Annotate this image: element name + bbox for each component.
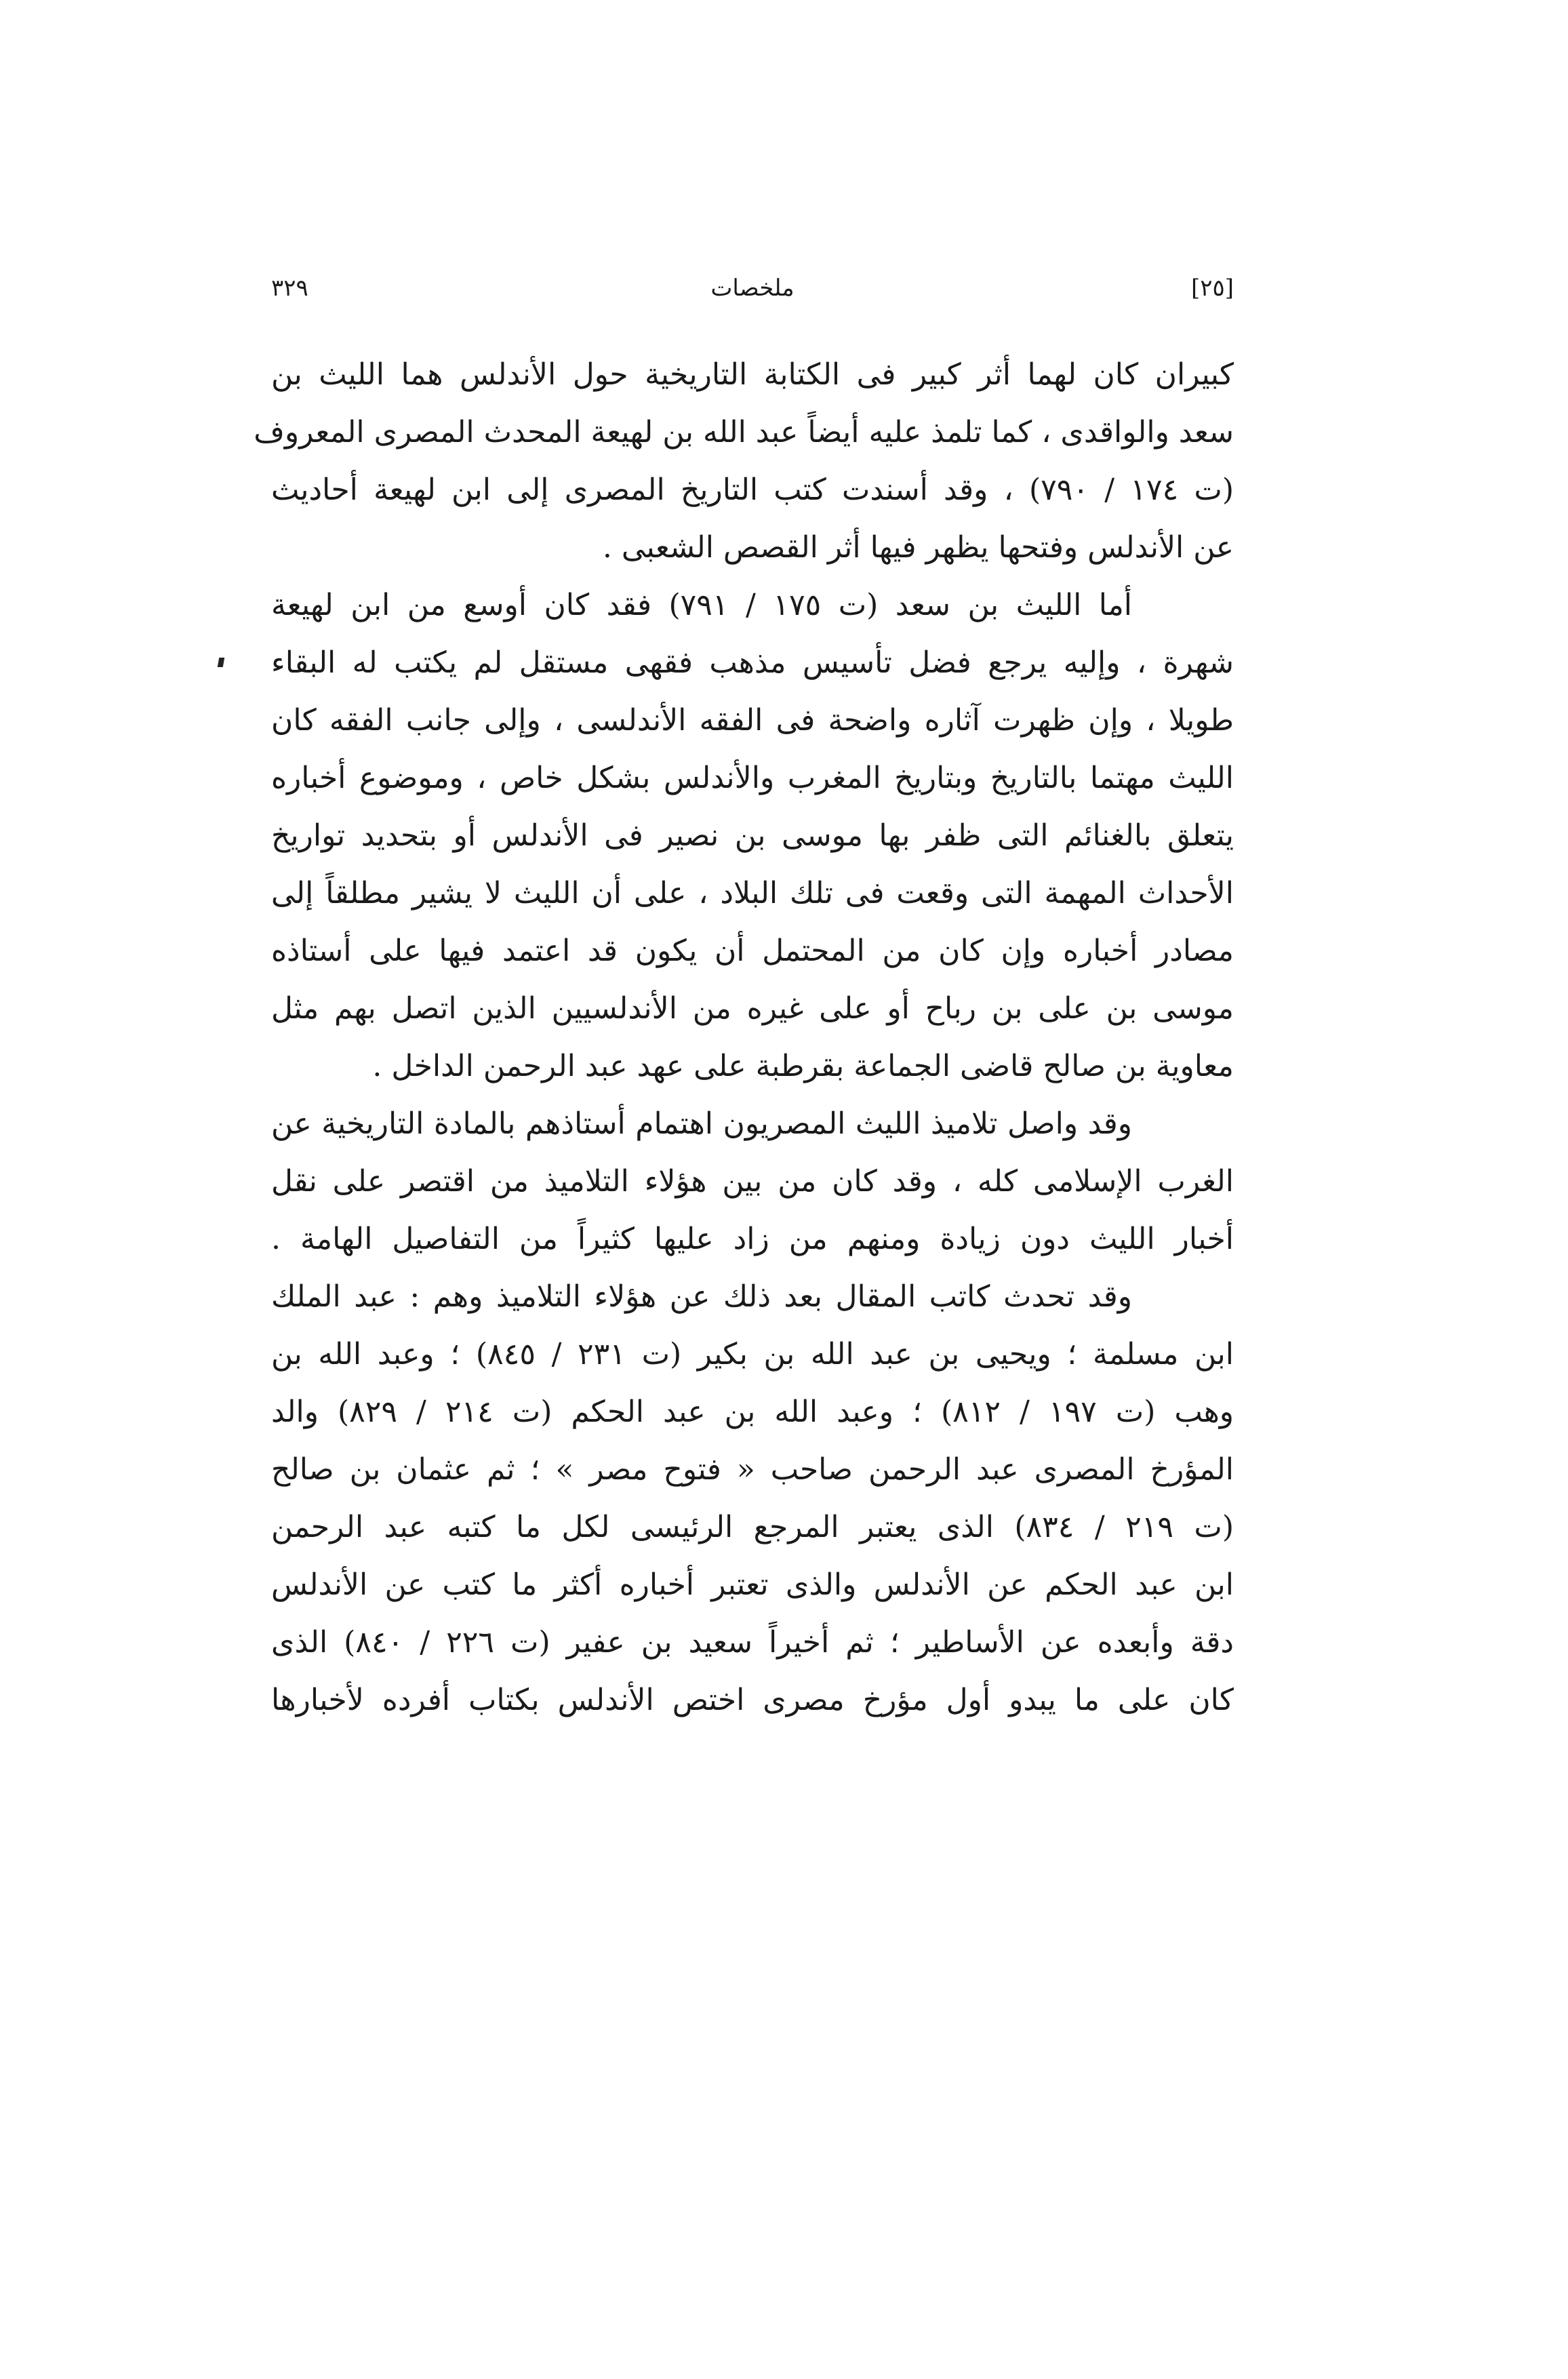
text-line: ابن مسلمة ؛ ويحيى بن عبد الله بن بكير (ت ٢٣١ / ٨٤٥) ؛ وعبد الله بن <box>271 1337 1234 1372</box>
paragraph-end-line: عن الأندلس وفتحها يظهر فيها أثر القصص الشعبى . <box>602 530 1234 565</box>
text-line: ابن عبد الحكم عن الأندلس والذى تعتبر أخباره أكثر ما كتب عن الأندلس <box>271 1567 1234 1602</box>
paragraph-end-line: معاوية بن صالح قاضى الجماعة بقرطبة على عهد عبد الرحمن الداخل . <box>372 1049 1234 1083</box>
text-line: (ت ١٧٤ / ٧٩٠) ، وقد أسندت كتب التاريخ المصرى إلى ابن لهيعة أحاديث <box>271 473 1234 507</box>
paragraph-start-line: وقد واصل تلاميذ الليث المصريون اهتمام أستاذهم بالمادة التاريخية عن <box>271 1106 1132 1141</box>
section-number: [٢٥] <box>1190 275 1234 302</box>
text-line: كبيران كان لهما أثر كبير فى الكتابة التاريخية حول الأندلس هما الليث بن <box>271 357 1234 392</box>
text-line: الليث مهتما بالتاريخ وبتاريخ المغرب والأندلس بشكل خاص ، وموضوع أخباره <box>271 761 1234 795</box>
text-line: (ت ٢١٩ / ٨٣٤) الذى يعتبر المرجع الرئيسى لكل ما كتبه عبد الرحمن <box>271 1510 1234 1544</box>
text-line: شهرة ، وإليه يرجع فضل تأسيس مذهب فقهى مستقل لم يكتب له البقاء <box>271 645 1234 680</box>
text-line: أخبار الليث دون زيادة ومنهم من زاد عليها كثيراً من التفاصيل الهامة . <box>271 1222 1234 1256</box>
text-line: كان على ما يبدو أول مؤرخ مصرى اختص الأندلس بكتاب أفرده لأخبارها <box>271 1683 1234 1717</box>
text-line: الغرب الإسلامى كله ، وقد كان من بين هؤلاء التلاميذ من اقتصر على نقل <box>271 1164 1234 1199</box>
body-text <box>254 346 1234 1729</box>
text-line: الأحداث المهمة التى وقعت فى تلك البلاد ، على أن الليث لا يشير مطلقاً إلى <box>271 876 1234 911</box>
text-line: المؤرخ المصرى عبد الرحمن صاحب « فتوح مصر » ؛ ثم عثمان بن صالح <box>271 1452 1234 1487</box>
section-title: ملخصات <box>710 275 795 302</box>
text-line: موسى بن على بن رباح أو على غيره من الأندلسيين الذين اتصل بهم مثل <box>271 991 1234 1026</box>
text-line: وهب (ت ١٩٧ / ٨١٢) ؛ وعبد الله بن عبد الحكم (ت ٢١٤ / ٨٢٩) والد <box>271 1395 1234 1429</box>
text-line: مصادر أخباره وإن كان من المحتمل أن يكون قد اعتمد فيها على أستاذه <box>271 934 1234 968</box>
text-line: دقة وأبعده عن الأساطير ؛ ثم أخيراً سعيد بن عفير (ت ٢٢٦ / ٨٤٠) الذى <box>271 1625 1234 1660</box>
paragraph-start-line: وقد تحدث كاتب المقال بعد ذلك عن هؤلاء التلاميذ وهم : عبد الملك <box>271 1279 1132 1314</box>
page-number: ٣٢٩ <box>271 275 308 302</box>
margin-mark <box>218 658 224 667</box>
running-head <box>271 268 1234 308</box>
text-line: سعد والواقدى ، كما تلمذ عليه أيضاً عبد الله بن لهيعة المحدث المصرى المعروف <box>254 415 1234 449</box>
text-line: طويلا ، وإن ظهرت آثاره واضحة فى الفقه الأندلسى ، وإلى جانب الفقه كان <box>271 703 1234 738</box>
paragraph-start-line: أما الليث بن سعد (ت ١٧٥ / ٧٩١) فقد كان أوسع من ابن لهيعة <box>271 588 1133 622</box>
text-line: يتعلق بالغنائم التى ظفر بها موسى بن نصير فى الأندلس أو بتحديد تواريخ <box>271 818 1234 853</box>
